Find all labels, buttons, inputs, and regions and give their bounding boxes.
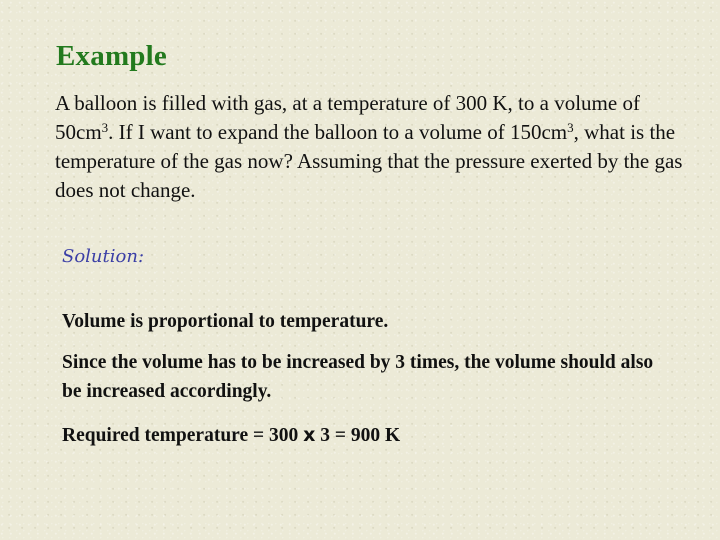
solution-line-proportional: Volume is proportional to temperature. [62, 311, 389, 332]
superscript-cubed-2: 3 [567, 120, 574, 135]
superscript-cubed-1: 3 [101, 120, 109, 135]
problem-text-part1: A balloon is filled with gas, at a temperature of 300 K, to a volume of 50cm [55, 91, 640, 144]
multiply-operator: x [303, 424, 316, 446]
slide-title: Example [56, 40, 167, 72]
problem-text-part2: . If I want to expand the balloon to a volume of 150cm [108, 120, 568, 144]
problem-statement [55, 89, 695, 205]
result-prefix: Required temperature = 300 [62, 425, 304, 446]
solution-line-increase: Since the volume has to be increased by 3 times, the volume should also be increased accordingly. [62, 352, 654, 402]
problem-text-part3: , what is the temperature of the gas now? Assuming that the pressure exerted by the gas does not change. [55, 120, 683, 202]
result-suffix: 3 = 900 K [315, 425, 401, 446]
solution-line-result [62, 421, 662, 450]
solution-label: Solution: [62, 246, 145, 267]
